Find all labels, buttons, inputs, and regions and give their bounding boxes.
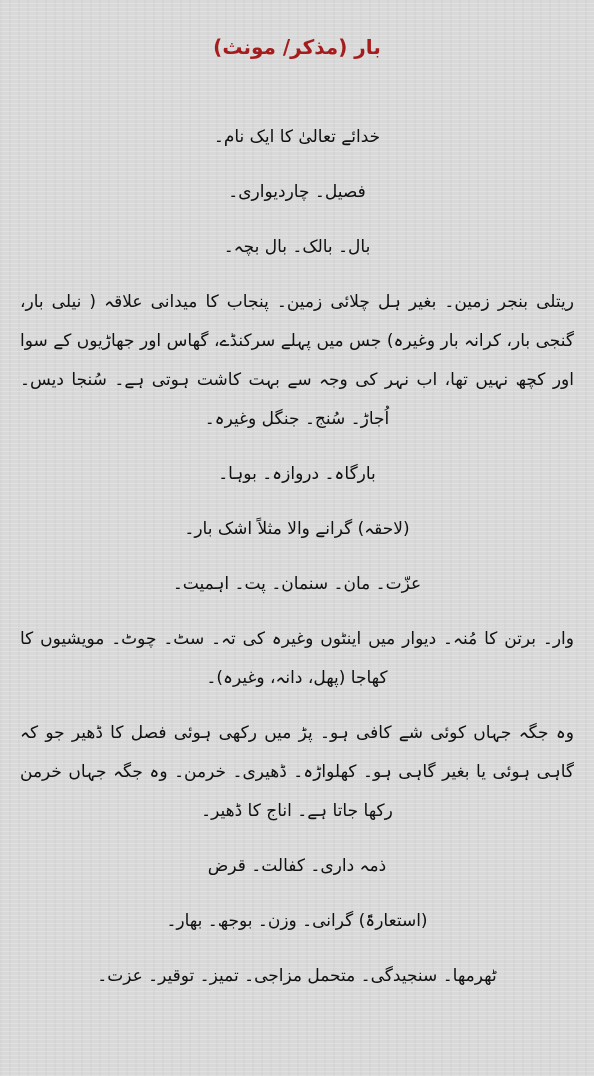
definition-item: (استعارۃً) گرانی۔ وزن۔ بوجھ۔ بھار۔ bbox=[166, 911, 428, 931]
definition-item: خدائے تعالیٰ کا ایک نام۔ bbox=[213, 127, 381, 147]
definition-item: وہ جگہ جہاں کوئی شے کافی ہو۔ پڑ میں رکھی ہوئی فصل کا ڈھیر جو کہ گاہی ہوئی یا بغیر گاہی ہو۔ کھلواڑہ۔ ڈھیری۔ خرمن۔ وہ جگہ جہاں خرمن رکھا جاتا ہے۔ اناج کا ڈھیر۔ bbox=[20, 723, 574, 821]
definition-item: فصیل۔ چاردیواری۔ bbox=[228, 182, 366, 202]
definition-item: ٹھرمھا۔ سنجیدگی۔ متحمل مزاجی۔ تمیز۔ توقیر۔ عزت۔ bbox=[97, 966, 497, 986]
definition-item: عزّت۔ مان۔ سنمان۔ پت۔ اہمیت۔ bbox=[172, 574, 422, 594]
entry-title: بار (مذکر/ مونث) bbox=[213, 35, 381, 59]
definition-item: وار۔ برتن کا مُنہ۔ دیوار میں اینٹوں وغیرہ کی تہ۔ سٹ۔ چوٹ۔ مویشیوں کا کھاجا (پھل، دانہ، وغیرہ)۔ bbox=[20, 629, 574, 688]
definition-item: (لاحقہ) گرانے والا مثلاً اشک بار۔ bbox=[184, 519, 410, 539]
definition-item: بارگاہ۔ دروازہ۔ بوہا۔ bbox=[218, 464, 376, 484]
definitions-list bbox=[20, 118, 574, 996]
definition-item: بال۔ بالک۔ بال بچہ۔ bbox=[223, 237, 371, 257]
definition-item: ذمہ داری۔ کفالت۔ قرض bbox=[207, 856, 387, 876]
definition-item: ریتلی بنجر زمین۔ بغیر ہل چلائی زمین۔ پنجاب کا میدانی علاقہ ( نیلی بار، گنجی بار، کرانہ بار وغیرہ) جس میں پہلے سرکنڈے، گھاس اور جھاڑیوں کے سوا اور کچھ نہیں تھا، اب نہر کی وجہ سے بہت کاشت ہوتی ہے۔ سُنجا دیس۔ اُجاڑ۔ سُنج۔ جنگل وغیرہ۔ bbox=[20, 292, 574, 429]
